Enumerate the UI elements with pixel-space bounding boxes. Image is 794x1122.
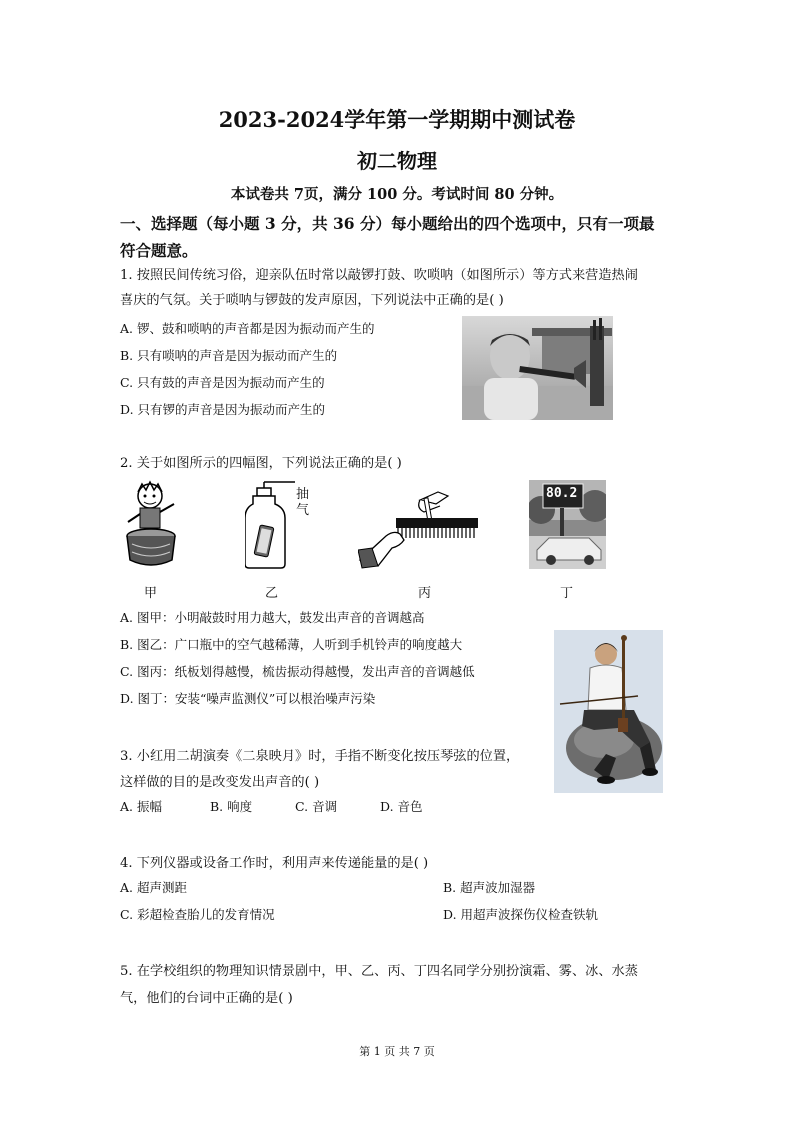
section-heading-line1: 一、选择题（每小题 3 分，共 36 分）每小题给出的四个选项中，只有一项最: [120, 214, 655, 233]
page-footer: 第 1 页 共 7 页: [359, 1045, 435, 1058]
q2-option-d: D. 图丁：安装“噪声监测仪”可以根治噪声污染: [120, 691, 376, 706]
section-heading: [120, 210, 680, 264]
q3-stem-line2: 这样做的目的是改变发出声音的( ): [120, 775, 320, 790]
q4-option-d: D. 用超声波探伤仪检查铁轨: [443, 907, 599, 922]
figure-jia-drummer: [120, 480, 182, 572]
q1-option-b: B. 只有唢呐的声音是因为振动而产生的: [120, 348, 338, 363]
page-subtitle: 初二物理: [357, 149, 437, 173]
section-heading-line2: 符合题意。: [120, 241, 198, 260]
q1-option-c: C. 只有鼓的声音是因为振动而产生的: [120, 375, 325, 390]
noise-meter-reading: 80.2: [546, 486, 578, 501]
q3-option-b: B. 响度: [210, 799, 253, 814]
q4-option-b: B. 超声波加湿器: [443, 880, 536, 895]
q3-option-a: A. 振幅: [120, 799, 162, 814]
pump-label: 抽气: [296, 487, 310, 518]
figure-bing-comb: [358, 490, 482, 570]
figure-label-yi: 乙: [265, 586, 279, 601]
q3-option-d: D. 音色: [380, 799, 423, 814]
q2-option-c: C. 图丙：纸板划得越慢，梳齿振动得越慢，发出声音的音调越低: [120, 664, 475, 679]
exam-info: 本试卷共 7页，满分 100 分。考试时间 80 分钟。: [230, 186, 564, 203]
suona-player-photo: [462, 316, 613, 420]
q3-option-c: C. 音调: [295, 799, 338, 814]
q4-option-a: A. 超声测距: [120, 880, 187, 895]
q4-stem: 4. 下列仪器或设备工作时，利用声来传递能量的是( ): [120, 856, 429, 871]
q2-option-a: A. 图甲：小明敲鼓时用力越大，鼓发出声音的音调越高: [120, 610, 425, 625]
figure-label-jia: 甲: [144, 586, 158, 601]
q1-stem-line2: 喜庆的气氛。关于唢呐与锣鼓的发声原因，下列说法中正确的是( ): [120, 293, 504, 308]
figure-label-ding: 丁: [560, 586, 574, 601]
q2-option-b: B. 图乙：广口瓶中的空气越稀薄，人听到手机铃声的响度越大: [120, 637, 463, 652]
q5-stem-line1: 5. 在学校组织的物理知识情景剧中，甲、乙、丙、丁四名同学分别扮演霜、雾、冰、水蒸: [120, 964, 638, 979]
q5-stem-line2: 气，他们的台词中正确的是( ): [120, 991, 293, 1006]
q1-stem-line1: 1. 按照民间传统习俗，迎亲队伍时常以敲锣打鼓、吹唢呐（如图所示）等方式来营造热闹: [120, 268, 638, 283]
q1-option-d: D. 只有锣的声音是因为振动而产生的: [120, 402, 326, 417]
figure-label-bing: 丙: [418, 586, 432, 601]
erhu-player-illustration: [554, 630, 663, 793]
q1-option-a: A. 锣、鼓和唢呐的声音都是因为振动而产生的: [120, 321, 375, 336]
q2-stem: 2. 关于如图所示的四幅图，下列说法正确的是( ): [120, 456, 402, 471]
q3-stem-line1: 3. 小红用二胡演奏《二泉映月》时，手指不断变化按压琴弦的位置，: [120, 749, 520, 764]
q4-option-c: C. 彩超检查胎儿的发育情况: [120, 907, 275, 922]
page-title: 2023-2024学年第一学期期中测试卷: [218, 107, 576, 132]
